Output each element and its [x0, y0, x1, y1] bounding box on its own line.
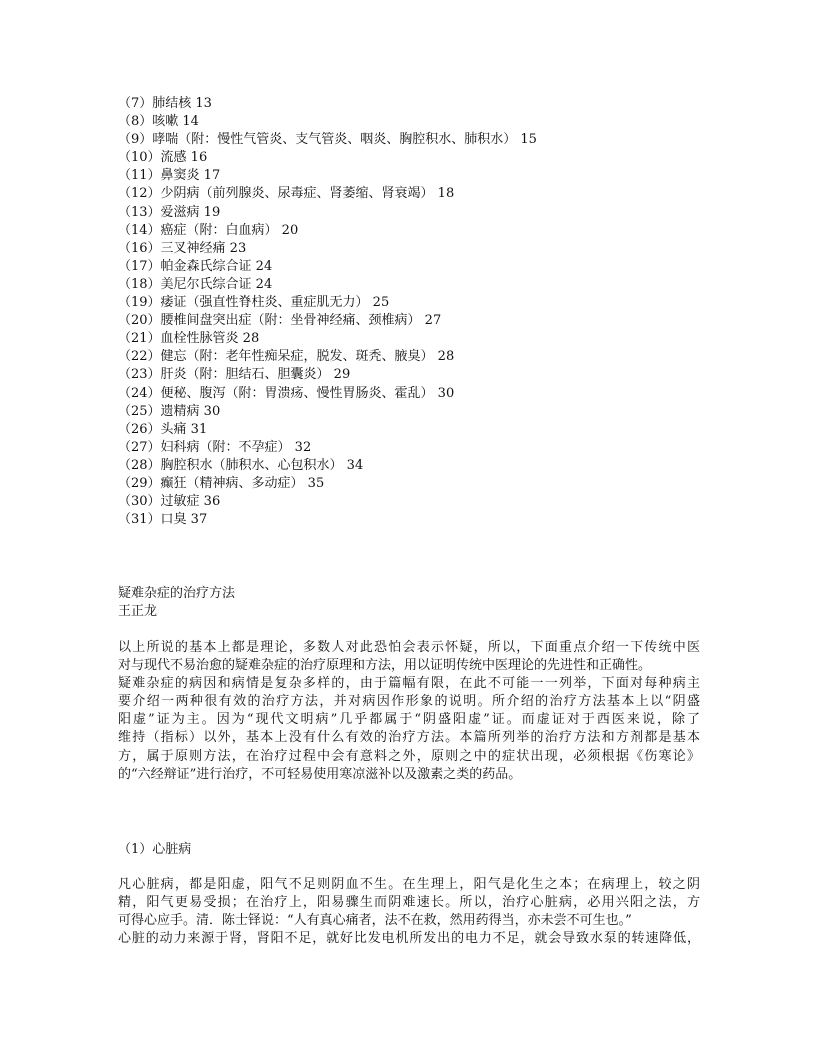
paragraph-line: 方，属于原则方法，在治疗过程中会有意料之外，原则之中的症状出现，必须根据《伤寒论》	[118, 748, 700, 764]
section-heading	[118, 841, 191, 859]
toc-item: （14）癌症（附：白血病） 20	[118, 222, 299, 238]
article-title-text: 疑难杂症的治疗方法	[118, 586, 236, 601]
paragraph-line: 疑难杂症的病因和病情是复杂多样的，由于篇幅有限，在此不可能一一列举，下面对每种病主	[118, 676, 700, 692]
paragraph-line: 要介绍一两种很有效的治疗方法，并对病因作形象的说明。所介绍的治疗方法基本上以“阴盛	[118, 694, 700, 710]
toc-item: （18）美尼尔氏综合证 24	[118, 276, 273, 292]
toc-item: （28）胸腔积水（肺积水、心包积水） 34	[118, 457, 364, 473]
toc-item: （30）过敏症 36	[118, 494, 221, 510]
toc-item: （9）哮喘（附：慢性气管炎、支气管炎、咽炎、胸腔积水、肺积水） 15	[118, 132, 537, 148]
toc-item: （10）流感 16	[118, 150, 208, 166]
toc-item: （26）头痛 31	[118, 421, 208, 437]
table-of-contents	[118, 95, 537, 529]
paragraph-line: 维持（指标）以外，基本上没有什么有效的治疗方法。本篇所列举的治疗方法和方剂都是基本	[118, 730, 700, 746]
toc-item: （27）妇科病（附：不孕症） 32	[118, 439, 312, 455]
toc-item: （19）痿证（强直性脊柱炎、重症肌无力） 25	[118, 295, 390, 311]
paragraph-line: 精，阳气更易受损；在治疗上，阳易骤生而阴难速长。所以，治疗心脏病，必用兴阳之法，方	[118, 895, 700, 911]
section-heading-text: （1）心脏病	[118, 842, 192, 857]
toc-item: （25）遗精病 30	[118, 403, 221, 419]
toc-item: （11）鼻窦炎 17	[118, 168, 221, 184]
article-title	[118, 585, 235, 621]
paragraph-line: 心脏的动力来源于肾，肾阳不足，就好比发电机所发出的电力不足，就会导致水泵的转速降低，	[118, 931, 700, 947]
article-author: 王正龙	[118, 604, 158, 620]
paragraph-line: 阳虚”证为主。因为“现代文明病”几乎都属于“阴盛阳虚”证。而虚证对于西医来说，除了	[118, 712, 700, 728]
toc-item: （24）便秘、腹泻（附：胃溃疡、慢性胃肠炎、霍乱） 30	[118, 385, 455, 401]
toc-item: （23）肝炎（附：胆结石、胆囊炎） 29	[118, 367, 351, 383]
toc-item: （29）癫狂（精神病、多动症） 35	[118, 475, 325, 491]
paragraph-line: 的“六经辩证”进行治疗，不可轻易使用寒凉滋补以及激素之类的药品。	[118, 766, 522, 782]
paragraph-line: 凡心脏病，都是阳虚，阳气不足则阴血不生。在生理上，阳气是化生之本；在病理上，较之阴	[118, 877, 700, 892]
paragraph-line: 以上所说的基本上都是理论，多数人对此恐怕会表示怀疑，所以，下面重点介绍一下传统中医	[118, 640, 700, 655]
toc-item: （7）肺结核 13	[118, 96, 212, 111]
toc-item: （8）咳嗽 14	[118, 114, 199, 130]
toc-item: （12）少阴病（前列腺炎、尿毒症、肾萎缩、肾衰竭） 18	[118, 186, 455, 202]
paragraph-line: 对与现代不易治愈的疑难杂症的治疗原理和方法，用以证明传统中医理论的先进性和正确性。	[118, 658, 652, 674]
toc-item: （13）爱滋病 19	[118, 204, 221, 220]
toc-item: （31）口臭 37	[118, 512, 208, 528]
toc-item: （20）腰椎间盘突出症（附：坐骨神经痛、颈椎病） 27	[118, 313, 442, 329]
toc-item: （17）帕金森氏综合证 24	[118, 258, 273, 274]
paragraph-line: 可得心应手。清．陈士铎说：“人有真心痛者，法不在救，然用药得当，亦未尝不可生也。”	[118, 913, 632, 929]
toc-item: （16）三叉神经痛 23	[118, 240, 247, 256]
section-paragraph	[118, 876, 700, 948]
toc-item: （22）健忘（附：老年性痴呆症，脱发、斑秃、腋臭） 28	[118, 349, 455, 365]
toc-item: （21）血栓性脉管炎 28	[118, 331, 260, 347]
intro-paragraph	[118, 639, 700, 784]
